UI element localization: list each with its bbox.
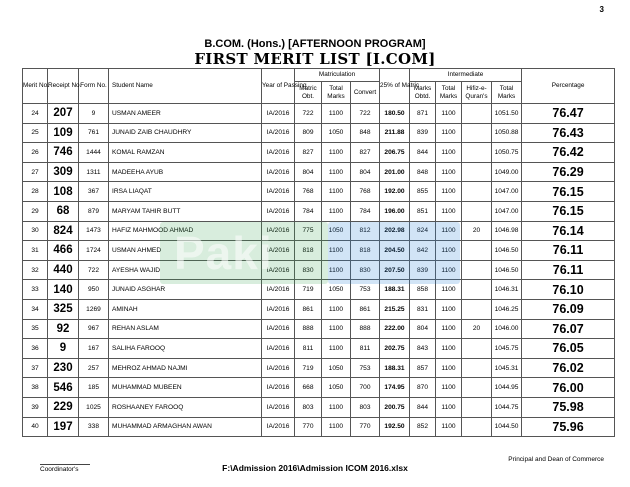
cell-total: 1044.50 <box>492 417 522 437</box>
cell-matric-obt: 719 <box>295 358 322 378</box>
cell-student-name: IRSA LIAQAT <box>109 182 262 202</box>
file-path: F:\Admission 2016\Admission ICOM 2016.xlsx <box>222 463 408 473</box>
cell-25pct-matric: 188.31 <box>380 280 410 300</box>
cell-form-no: 167 <box>79 339 109 359</box>
cell-percentage: 76.47 <box>522 104 615 124</box>
cell-matric-total: 1050 <box>322 280 351 300</box>
cell-year: IA/2016 <box>262 397 295 417</box>
cell-merit-no: 30 <box>23 221 48 241</box>
cell-matric-obt: 770 <box>295 417 322 437</box>
program-subtitle: B.COM. (Hons.) [AFTERNOON PROGRAM] <box>204 38 426 50</box>
header-grand-total: Total Marks <box>492 82 522 104</box>
cell-form-no: 1473 <box>79 221 109 241</box>
cell-percentage: 76.11 <box>522 260 615 280</box>
header-intermediate: Intermediate <box>410 69 522 82</box>
title-text: FIRST MERIT LIST [I.COM] <box>194 50 436 68</box>
merit-list-title <box>0 50 630 68</box>
cell-hifz <box>462 182 492 202</box>
cell-form-no: 257 <box>79 358 109 378</box>
cell-matric-total: 1050 <box>322 123 351 143</box>
cell-percentage: 76.09 <box>522 299 615 319</box>
cell-25pct-matric: 207.50 <box>380 260 410 280</box>
cell-total: 1047.00 <box>492 201 522 221</box>
cell-receipt-no: 309 <box>48 162 79 182</box>
table-row <box>23 319 615 339</box>
cell-percentage: 76.00 <box>522 378 615 398</box>
cell-percentage: 75.96 <box>522 417 615 437</box>
cell-matric-total: 1050 <box>322 378 351 398</box>
cell-year: IA/2016 <box>262 378 295 398</box>
cell-percentage: 75.98 <box>522 397 615 417</box>
cell-student-name: REHAN ASLAM <box>109 319 262 339</box>
cell-merit-no: 32 <box>23 260 48 280</box>
page-number: 3 <box>599 5 604 14</box>
cell-convert: 768 <box>351 182 380 202</box>
header-student-name: Student Name <box>109 69 262 104</box>
cell-percentage: 76.15 <box>522 182 615 202</box>
cell-convert: 811 <box>351 339 380 359</box>
cell-inter-obt: 839 <box>410 123 436 143</box>
cell-matric-obt: 803 <box>295 397 322 417</box>
cell-total: 1045.75 <box>492 339 522 359</box>
cell-receipt-no: 746 <box>48 143 79 163</box>
cell-inter-total: 1100 <box>436 378 462 398</box>
header-marks-obtd: Marks Obtd. <box>410 82 436 104</box>
cell-inter-total: 1100 <box>436 182 462 202</box>
cell-hifz <box>462 104 492 124</box>
cell-total: 1044.95 <box>492 378 522 398</box>
cell-inter-obt: 855 <box>410 182 436 202</box>
table-row <box>23 260 615 280</box>
coordinator-label: Coordinator's <box>40 466 79 473</box>
cell-convert: 753 <box>351 358 380 378</box>
cell-receipt-no: 108 <box>48 182 79 202</box>
cell-hifz <box>462 201 492 221</box>
cell-form-no: 367 <box>79 182 109 202</box>
cell-matric-total: 1100 <box>322 104 351 124</box>
cell-inter-total: 1100 <box>436 162 462 182</box>
cell-hifz <box>462 143 492 163</box>
cell-25pct-matric: 200.75 <box>380 397 410 417</box>
cell-convert: 803 <box>351 397 380 417</box>
cell-matric-total: 1100 <box>322 319 351 339</box>
cell-25pct-matric: 215.25 <box>380 299 410 319</box>
cell-total: 1046.25 <box>492 299 522 319</box>
cell-receipt-no: 207 <box>48 104 79 124</box>
cell-inter-obt: 858 <box>410 280 436 300</box>
cell-student-name: AYESHA WAJID <box>109 260 262 280</box>
cell-inter-total: 1100 <box>436 397 462 417</box>
cell-inter-obt: 804 <box>410 319 436 339</box>
cell-receipt-no: 546 <box>48 378 79 398</box>
cell-merit-no: 29 <box>23 201 48 221</box>
cell-matric-obt: 830 <box>295 260 322 280</box>
cell-inter-obt: 824 <box>410 221 436 241</box>
cell-year: IA/2016 <box>262 339 295 359</box>
cell-matric-obt: 818 <box>295 241 322 261</box>
cell-matric-obt: 861 <box>295 299 322 319</box>
cell-total: 1044.75 <box>492 397 522 417</box>
cell-convert: 888 <box>351 319 380 339</box>
cell-form-no: 9 <box>79 104 109 124</box>
cell-matric-total: 1050 <box>322 358 351 378</box>
cell-year: IA/2016 <box>262 280 295 300</box>
cell-inter-total: 1100 <box>436 221 462 241</box>
header-matriculation: Matriculation <box>295 69 380 82</box>
cell-total: 1046.98 <box>492 221 522 241</box>
cell-student-name: ROSHAANEY FAROOQ <box>109 397 262 417</box>
cell-inter-total: 1100 <box>436 280 462 300</box>
cell-convert: 818 <box>351 241 380 261</box>
cell-merit-no: 40 <box>23 417 48 437</box>
cell-percentage: 76.15 <box>522 201 615 221</box>
cell-student-name: HAFIZ MAHMOOD AHMAD <box>109 221 262 241</box>
cell-convert: 812 <box>351 221 380 241</box>
cell-matric-obt: 668 <box>295 378 322 398</box>
table-row <box>23 104 615 124</box>
cell-inter-total: 1100 <box>436 417 462 437</box>
cell-merit-no: 24 <box>23 104 48 124</box>
cell-inter-obt: 844 <box>410 397 436 417</box>
cell-25pct-matric: 201.00 <box>380 162 410 182</box>
cell-convert: 861 <box>351 299 380 319</box>
cell-merit-no: 27 <box>23 162 48 182</box>
cell-merit-no: 25 <box>23 123 48 143</box>
cell-matric-total: 1100 <box>322 397 351 417</box>
cell-matric-total: 1100 <box>322 182 351 202</box>
cell-hifz: 20 <box>462 319 492 339</box>
cell-receipt-no: 325 <box>48 299 79 319</box>
cell-year: IA/2016 <box>262 104 295 124</box>
cell-hifz: 20 <box>462 221 492 241</box>
cell-25pct-matric: 206.75 <box>380 143 410 163</box>
cell-total: 1046.50 <box>492 260 522 280</box>
cell-form-no: 185 <box>79 378 109 398</box>
cell-form-no: 950 <box>79 280 109 300</box>
cell-hifz <box>462 162 492 182</box>
cell-inter-total: 1100 <box>436 299 462 319</box>
header-year-of-passing: Year of Passing <box>262 69 295 104</box>
header-convert: Convert <box>351 82 380 104</box>
cell-receipt-no: 68 <box>48 201 79 221</box>
cell-student-name: MUHAMMAD ARMAGHAN AWAN <box>109 417 262 437</box>
cell-student-name: MUHAMMAD MUBEEN <box>109 378 262 398</box>
cell-25pct-matric: 196.00 <box>380 201 410 221</box>
cell-percentage: 76.29 <box>522 162 615 182</box>
table-row <box>23 201 615 221</box>
cell-percentage: 76.42 <box>522 143 615 163</box>
cell-total: 1046.00 <box>492 319 522 339</box>
cell-hifz <box>462 397 492 417</box>
table-row <box>23 339 615 359</box>
cell-inter-obt: 851 <box>410 201 436 221</box>
cell-matric-total: 1050 <box>322 221 351 241</box>
cell-receipt-no: 92 <box>48 319 79 339</box>
cell-percentage: 76.14 <box>522 221 615 241</box>
table-row <box>23 123 615 143</box>
cell-inter-obt: 852 <box>410 417 436 437</box>
cell-hifz <box>462 260 492 280</box>
cell-percentage: 76.43 <box>522 123 615 143</box>
cell-year: IA/2016 <box>262 358 295 378</box>
cell-matric-obt: 722 <box>295 104 322 124</box>
cell-merit-no: 34 <box>23 299 48 319</box>
cell-inter-obt: 857 <box>410 358 436 378</box>
principal-label: Principal and Dean of Commerce <box>508 456 604 463</box>
cell-inter-total: 1100 <box>436 339 462 359</box>
cell-inter-obt: 842 <box>410 241 436 261</box>
cell-hifz <box>462 241 492 261</box>
cell-year: IA/2016 <box>262 221 295 241</box>
table-row <box>23 143 615 163</box>
cell-year: IA/2016 <box>262 417 295 437</box>
cell-25pct-matric: 192.50 <box>380 417 410 437</box>
table-row <box>23 280 615 300</box>
cell-matric-obt: 888 <box>295 319 322 339</box>
table-row <box>23 378 615 398</box>
cell-student-name: USMAN AMEER <box>109 104 262 124</box>
cell-matric-total: 1100 <box>322 201 351 221</box>
cell-student-name: SALIHA FAROOQ <box>109 339 262 359</box>
cell-receipt-no: 229 <box>48 397 79 417</box>
cell-convert: 753 <box>351 280 380 300</box>
cell-25pct-matric: 211.88 <box>380 123 410 143</box>
cell-form-no: 967 <box>79 319 109 339</box>
cell-25pct-matric: 188.31 <box>380 358 410 378</box>
cell-total: 1047.00 <box>492 182 522 202</box>
cell-inter-obt: 844 <box>410 143 436 163</box>
cell-form-no: 761 <box>79 123 109 143</box>
cell-receipt-no: 824 <box>48 221 79 241</box>
cell-convert: 722 <box>351 104 380 124</box>
cell-merit-no: 35 <box>23 319 48 339</box>
cell-form-no: 1311 <box>79 162 109 182</box>
cell-convert: 804 <box>351 162 380 182</box>
cell-receipt-no: 9 <box>48 339 79 359</box>
table-row <box>23 358 615 378</box>
header-25pct-matric: 25% of Matric <box>380 69 410 104</box>
header-inter-total: Total Marks <box>436 82 462 104</box>
table-row <box>23 397 615 417</box>
cell-student-name: MEHROZ AHMAD NAJMI <box>109 358 262 378</box>
header-receipt-no: Receipt No. <box>48 69 79 104</box>
cell-matric-total: 1100 <box>322 143 351 163</box>
cell-convert: 848 <box>351 123 380 143</box>
cell-percentage: 76.11 <box>522 241 615 261</box>
cell-year: IA/2016 <box>262 143 295 163</box>
cell-matric-total: 1100 <box>322 162 351 182</box>
cell-year: IA/2016 <box>262 319 295 339</box>
cell-matric-total: 1100 <box>322 417 351 437</box>
cell-total: 1051.50 <box>492 104 522 124</box>
cell-25pct-matric: 180.50 <box>380 104 410 124</box>
cell-form-no: 1025 <box>79 397 109 417</box>
cell-inter-obt: 871 <box>410 104 436 124</box>
cell-matric-obt: 719 <box>295 280 322 300</box>
cell-hifz <box>462 358 492 378</box>
header-hifz: Hifiz-e-Quran's <box>462 82 492 104</box>
header-merit-no: Merit No. <box>23 69 48 104</box>
cell-inter-obt: 843 <box>410 339 436 359</box>
cell-student-name: JUNAID ASGHAR <box>109 280 262 300</box>
cell-total: 1050.75 <box>492 143 522 163</box>
cell-merit-no: 31 <box>23 241 48 261</box>
cell-inter-total: 1100 <box>436 319 462 339</box>
cell-student-name: KOMAL RAMZAN <box>109 143 262 163</box>
cell-matric-total: 1100 <box>322 339 351 359</box>
cell-receipt-no: 466 <box>48 241 79 261</box>
cell-form-no: 338 <box>79 417 109 437</box>
cell-25pct-matric: 192.00 <box>380 182 410 202</box>
watermark-text: Paki <box>174 227 273 279</box>
cell-25pct-matric: 174.95 <box>380 378 410 398</box>
cell-hifz <box>462 123 492 143</box>
cell-percentage: 76.07 <box>522 319 615 339</box>
cell-inter-obt: 831 <box>410 299 436 319</box>
header-matric-obt: Matric Obt. <box>295 82 322 104</box>
cell-inter-obt: 848 <box>410 162 436 182</box>
cell-year: IA/2016 <box>262 123 295 143</box>
cell-convert: 700 <box>351 378 380 398</box>
cell-25pct-matric: 202.75 <box>380 339 410 359</box>
cell-hifz <box>462 339 492 359</box>
cell-matric-obt: 775 <box>295 221 322 241</box>
table-row <box>23 221 615 241</box>
cell-matric-total: 1100 <box>322 260 351 280</box>
cell-inter-total: 1100 <box>436 201 462 221</box>
cell-total: 1050.88 <box>492 123 522 143</box>
cell-year: IA/2016 <box>262 260 295 280</box>
cell-form-no: 1724 <box>79 241 109 261</box>
cell-convert: 830 <box>351 260 380 280</box>
cell-inter-total: 1100 <box>436 358 462 378</box>
cell-student-name: JUNAID ZAIB CHAUDHRY <box>109 123 262 143</box>
cell-receipt-no: 197 <box>48 417 79 437</box>
cell-matric-obt: 768 <box>295 182 322 202</box>
cell-total: 1046.31 <box>492 280 522 300</box>
cell-percentage: 76.05 <box>522 339 615 359</box>
cell-year: IA/2016 <box>262 201 295 221</box>
cell-year: IA/2016 <box>262 182 295 202</box>
cell-form-no: 879 <box>79 201 109 221</box>
cell-matric-total: 1100 <box>322 241 351 261</box>
cell-merit-no: 37 <box>23 358 48 378</box>
cell-matric-obt: 804 <box>295 162 322 182</box>
cell-percentage: 76.02 <box>522 358 615 378</box>
cell-inter-obt: 839 <box>410 260 436 280</box>
cell-merit-no: 26 <box>23 143 48 163</box>
header-percentage: Percentage <box>522 69 615 104</box>
cell-convert: 827 <box>351 143 380 163</box>
header-form-no: Form No. <box>79 69 109 104</box>
cell-year: IA/2016 <box>262 241 295 261</box>
cell-25pct-matric: 204.50 <box>380 241 410 261</box>
table-row <box>23 299 615 319</box>
cell-hifz <box>462 378 492 398</box>
cell-25pct-matric: 222.00 <box>380 319 410 339</box>
cell-student-name: MADEEHA AYUB <box>109 162 262 182</box>
cell-merit-no: 33 <box>23 280 48 300</box>
table-row <box>23 162 615 182</box>
cell-matric-obt: 784 <box>295 201 322 221</box>
cell-form-no: 722 <box>79 260 109 280</box>
cell-student-name: AMINAH <box>109 299 262 319</box>
header-matric-total: Total Marks <box>322 82 351 104</box>
cell-inter-total: 1100 <box>436 241 462 261</box>
cell-total: 1049.00 <box>492 162 522 182</box>
merit-table <box>22 68 615 437</box>
cell-inter-total: 1100 <box>436 104 462 124</box>
cell-convert: 784 <box>351 201 380 221</box>
cell-form-no: 1444 <box>79 143 109 163</box>
cell-matric-total: 1100 <box>322 299 351 319</box>
cell-hifz <box>462 417 492 437</box>
cell-total: 1045.31 <box>492 358 522 378</box>
cell-matric-obt: 827 <box>295 143 322 163</box>
table-row <box>23 182 615 202</box>
cell-merit-no: 39 <box>23 397 48 417</box>
merit-rows <box>23 104 615 437</box>
cell-inter-obt: 870 <box>410 378 436 398</box>
cell-matric-obt: 811 <box>295 339 322 359</box>
cell-merit-no: 38 <box>23 378 48 398</box>
cell-student-name: USMAN AHMED <box>109 241 262 261</box>
cell-hifz <box>462 299 492 319</box>
cell-convert: 770 <box>351 417 380 437</box>
cell-receipt-no: 109 <box>48 123 79 143</box>
cell-merit-no: 36 <box>23 339 48 359</box>
table-row <box>23 417 615 437</box>
cell-year: IA/2016 <box>262 299 295 319</box>
cell-receipt-no: 440 <box>48 260 79 280</box>
cell-receipt-no: 230 <box>48 358 79 378</box>
cell-receipt-no: 140 <box>48 280 79 300</box>
cell-student-name: MARYAM TAHIR BUTT <box>109 201 262 221</box>
cell-form-no: 1269 <box>79 299 109 319</box>
cell-year: IA/2016 <box>262 162 295 182</box>
cell-percentage: 76.10 <box>522 280 615 300</box>
cell-matric-obt: 809 <box>295 123 322 143</box>
cell-inter-total: 1100 <box>436 123 462 143</box>
cell-25pct-matric: 202.98 <box>380 221 410 241</box>
cell-inter-total: 1100 <box>436 143 462 163</box>
cell-inter-total: 1100 <box>436 260 462 280</box>
cell-hifz <box>462 280 492 300</box>
cell-merit-no: 28 <box>23 182 48 202</box>
cell-total: 1046.50 <box>492 241 522 261</box>
table-row <box>23 241 615 261</box>
